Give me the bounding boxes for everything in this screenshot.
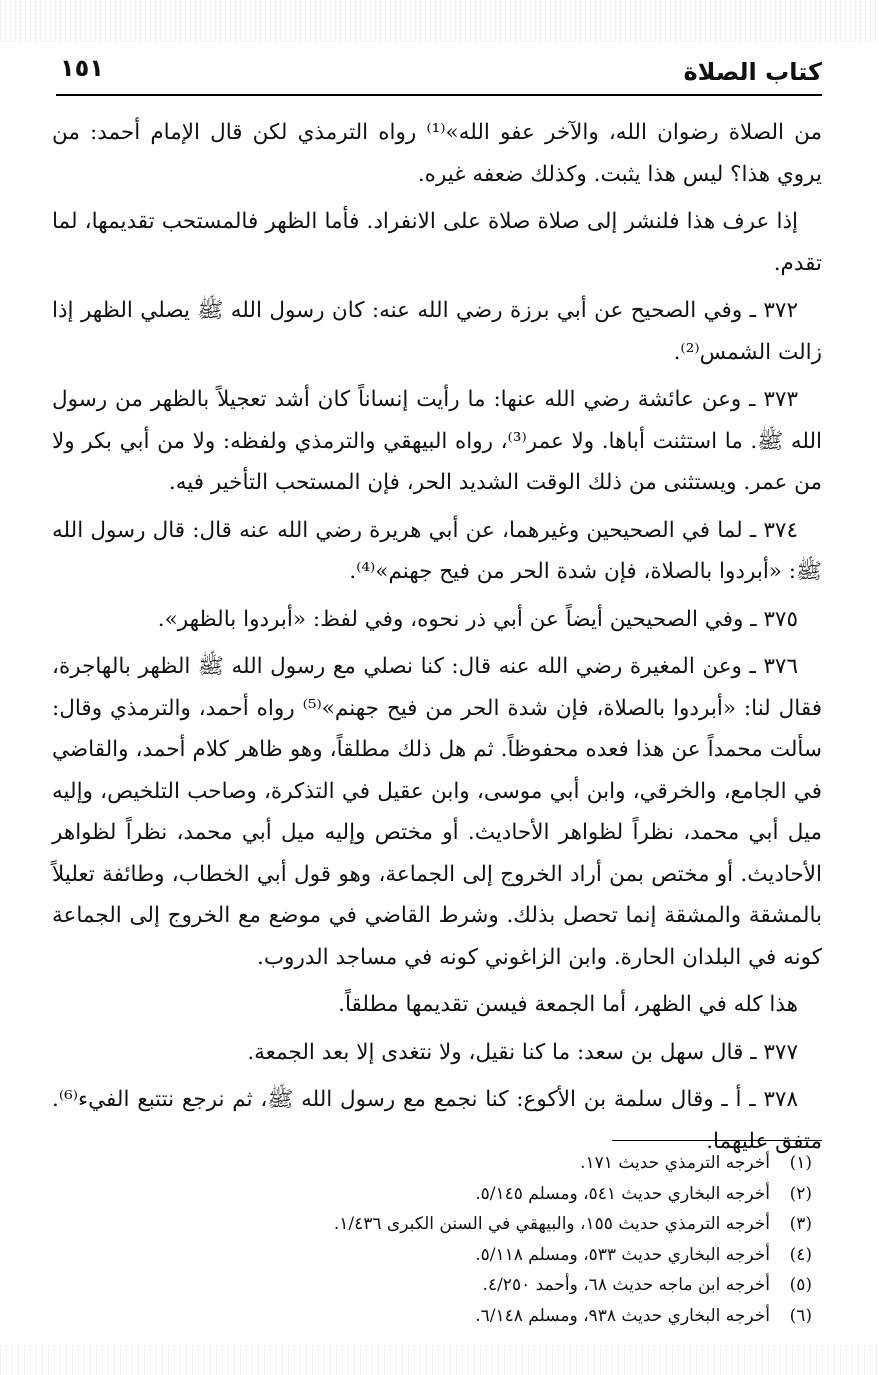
footnote [52,1148,822,1179]
footnote-number: (٢) [789,1183,812,1204]
footnote-text: أخرجه البخاري حديث ٥٣٣، ومسلم ٥/١١٨. [475,1244,770,1265]
footnote [52,1301,822,1332]
paragraph: إذا عرف هذا فلنشر إلى صلاة صلاة على الانفراد. فأما الظهر فالمستحب تقديمها، لما تقدم. [52,209,822,276]
footnote-number: (٦) [789,1305,812,1326]
footnote-text: أخرجه ابن ماجه حديث ٦٨، وأحمد ٤/٢٥٠. [482,1275,770,1295]
footnote-text: أخرجه الترمذي حديث ١٧١. [580,1153,770,1173]
hadith-373: ٣٧٣ ـ وعن عائشة رضي الله عنها: ما رأيت إنساناً كان أشد تعجيلاً بالظهر من رسول الله ﷺ. ما استثنت أباها. ولا عمر⁽³⁾، رواه البيهقي والترمذي ولفظه: ولا من أبي بكر ولا من عمر. ويستثنى من ذلك الوقت الشديد الحر، فإن المستحب التأخير فيه. [52,387,823,495]
footnote-number: (٤) [789,1244,812,1265]
footnote-text: أخرجه البخاري حديث ٩٣٨، ومسلم ٦/١٤٨. [475,1305,770,1326]
footnote [52,1209,822,1240]
footnote-text: أخرجه الترمذي حديث ١٥٥، والبيهقي في السنن الكبرى ١/٤٣٦. [333,1214,770,1234]
footnote-number: (١) [789,1153,812,1173]
paragraph: هذا كله في الظهر، أما الجمعة فيسن تقديمها مطلقاً. [338,992,798,1017]
page-header [56,50,822,92]
footnote-number: (٣) [789,1214,812,1234]
hadith-372: ٣٧٢ ـ وفي الصحيح عن أبي برزة رضي الله عنه: كان رسول الله ﷺ يصلي الظهر إذا زالت الشمس⁽²⁾. [52,298,822,365]
footnote [52,1270,822,1301]
scan-noise-bottom [0,1345,879,1375]
main-text [52,112,822,1168]
page-number: ١٥١ [60,54,104,82]
footnote-rule [612,1140,822,1141]
footnote [52,1240,822,1271]
footnotes [52,1148,822,1331]
hadith-378: ٣٧٨ ـ أ ـ وقال سلمة بن الأكوع: كنا نجمع مع رسول الله ﷺ، ثم نرجع نتتبع الفيء⁽⁶⁾. متفق عليهما. [52,1087,822,1154]
footnote [52,1179,822,1210]
hadith-375: ٣٧٥ ـ وفي الصحيحين أيضاً عن أبي ذر نحوه، وفي لفظ: «أبردوا بالظهر». [157,606,798,632]
running-title: كتاب الصلاة [683,58,822,86]
hadith-374: ٣٧٤ ـ لما في الصحيحين وغيرهما، عن أبي هريرة رضي الله عنه قال: قال رسول الله ﷺ: «أبردوا بالصلاة، فإن شدة الحر من فيح جهنم»⁽⁴⁾. [52,517,822,584]
paragraph-continuation: من الصلاة رضوان الله، والآخر عفو الله»⁽¹⁾ رواه الترمذي لكن قال الإمام أحمد: من يروي هذا؟ ليس هذا يثبت. وكذلك ضعفه غيره. [52,120,822,187]
footnote-text: أخرجه البخاري حديث ٥٤١، ومسلم ٥/١٤٥. [475,1183,770,1204]
header-rule [56,94,822,96]
hadith-377: ٣٧٧ ـ قال سهل بن سعد: ما كنا نقيل، ولا نتغدى إلا بعد الجمعة. [247,1039,798,1065]
scan-noise-top [0,0,879,42]
hadith-376: ٣٧٦ ـ وعن المغيرة رضي الله عنه قال: كنا نصلي مع رسول الله ﷺ الظهر بالهاجرة، فقال لنا: «أبردوا بالصلاة، فإن شدة الحر من فيح جهنم»⁽⁵⁾ رواه أحمد، والترمذي وقال: سألت محمداً عن هذا فعده محفوظاً. ثم هل ذلك مطلقاً، وهو ظاهر كلام أحمد، والقاضي في الجامع، والخرقي، وابن أبي موسى، وابن عقيل في التذكرة، وصاحب التلخيص، وإليه ميل أبي محمد، نظراً لظواهر الأحاديث. أو مختص وإليه ميل أبي محمد، نظراً لظواهر الأحاديث. أو مختص بمن أراد الخروج إلى الجماعة، وهو قول أبي الخطاب، وطائفة تعليلاً بالمشقة والمشقة إنما تحصل بذلك. وشرط القاضي في موضع مع الخروج إلى الجماعة كونه في البلدان الحارة. وابن الزاغوني كونه في مساجد الدروب. [52,654,822,970]
footnote-number: (٥) [789,1275,812,1295]
